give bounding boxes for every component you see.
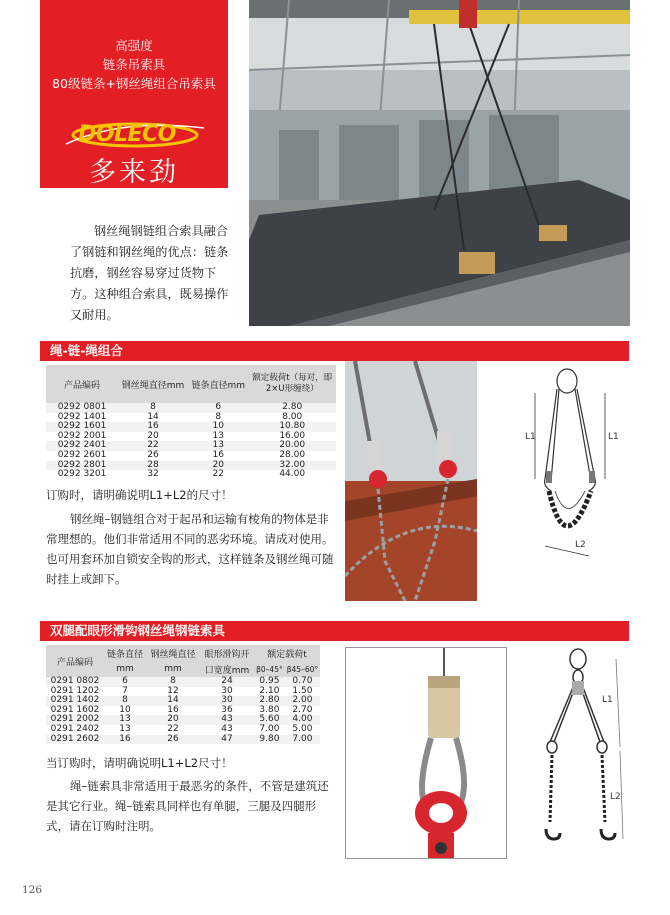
table-cell: 0292 3201 [46,470,118,480]
table-cell: 32.00 [248,461,336,471]
table-cell: 20 [188,461,248,471]
table-cell: 7.00 [254,725,285,735]
warehouse-photo [249,0,630,326]
table-cell: 20 [146,715,200,725]
diagram2-label-l1: L1 [602,695,613,705]
diagram1-label-l2: L2 [575,540,586,550]
table-cell: 14 [118,413,188,423]
page-number: 126 [22,884,43,896]
header2-unit-chain: mm [104,661,146,677]
table-cell: 8.00 [248,413,336,423]
header2-rated-load: 额定载荷t [254,645,320,661]
table-cell: 0292 1601 [46,422,118,432]
table-cell: 43 [200,725,254,735]
header2-hook-opening: 眼形滑钩开 [200,645,254,661]
table-cell: 16 [188,451,248,461]
table-cell: 2.00 [285,696,320,706]
table-cell: 14 [146,696,200,706]
table-cell: 10 [104,706,146,716]
table-cell: 32 [118,470,188,480]
order-note-1: 订购时，请明确说明L1+L2的尺寸！ [46,488,233,502]
table-cell: 22 [188,470,248,480]
intro-text: 钢丝绳钢链组合索具融合了钢链和钢丝绳的优点：链条抗磨，钢丝容易穿过货物下方。这种组合索具，既易操作又耐用。 [70,224,229,322]
table-row [46,470,336,480]
table-cell: 26 [146,735,200,745]
table-cell: 12 [146,687,200,697]
table-cell: 16 [118,422,188,432]
diagram1-label-l1-left: L1 [525,432,536,442]
table-cell: 0.95 [254,677,285,687]
table-cell: 26 [118,451,188,461]
table-cell: 8 [118,403,188,413]
header2-angle-0-45: β0–45° [254,661,285,677]
spec-table-rope-chain [46,365,336,480]
title-block [40,0,228,188]
diagram1-label-l1-right: L1 [608,432,619,442]
table-cell: 0291 1202 [46,687,104,697]
brand-name: 多来劲 [89,157,179,188]
table-cell: 13 [104,715,146,725]
header-product-code: 产品编码 [46,365,118,403]
section-title-two-leg-sling: 双腿配眼形滑钩钢丝绳钢链索具 [40,621,629,641]
table-cell: 0291 1402 [46,696,104,706]
header2-rope-diameter: 钢丝绳直径 [146,645,200,661]
table-cell: 13 [104,725,146,735]
rope-chain-diagram [505,361,629,563]
table-cell: 43 [200,715,254,725]
header2-unit-rope: mm [146,661,200,677]
table-cell: 16.00 [248,432,336,442]
header2-angle-45-60: β45–60° [285,661,320,677]
table-cell: 16 [104,735,146,745]
order-note-2: 当订购时，请明确说明L1+L2尺寸！ [46,756,233,770]
table-cell: 20 [118,432,188,442]
table-cell: 10 [188,422,248,432]
title-line-2: 链条吊索具 [102,57,166,72]
table-cell: 10.80 [248,422,336,432]
table-cell: 2.10 [254,687,285,697]
table-cell: 5.60 [254,715,285,725]
table-cell: 30 [200,687,254,697]
table-cell: 4.00 [285,715,320,725]
header-rope-diameter: 钢丝绳直径mm [118,365,188,403]
table-cell: 0292 2001 [46,432,118,442]
table-cell: 3.80 [254,706,285,716]
table-cell: 0291 2602 [46,735,104,745]
section-title-rope-chain-rope: 绳-链-绳组合 [40,341,629,361]
table-cell: 47 [200,735,254,745]
table-cell: 30 [200,696,254,706]
table-row [46,735,320,745]
table-cell: 36 [200,706,254,716]
header2-unit-hook: 口宽度mm [200,661,254,677]
table-cell: 0292 2601 [46,451,118,461]
table-cell: 16 [146,706,200,716]
table-cell: 2.80 [248,403,336,413]
table-cell: 0292 2401 [46,441,118,451]
table-cell: 9.80 [254,735,285,745]
table-cell: 20.00 [248,441,336,451]
table-cell: 2.70 [285,706,320,716]
table-cell: 8 [104,696,146,706]
hook-photo [345,647,507,859]
table-cell: 28.00 [248,451,336,461]
table-cell: 24 [200,677,254,687]
section1-paragraph: 钢丝绳–钢链组合对于起吊和运输有棱角的物体是非常理想的。他们非常适用不同的恶劣环境。请成对使用。也可用套环加自锁安全钩的形式，这样链条及钢丝绳可随时挂上或卸下。 [46,512,334,586]
table-cell: 8 [188,413,248,423]
table-cell: 8 [146,677,200,687]
table-cell: 6 [188,403,248,413]
table-cell: 7.00 [285,735,320,745]
section2-paragraph: 绳–链索具非常适用于最恶劣的条件，不管是建筑还是其它行业。绳–链索具同样也有单腿，三腿及四腿形式，请在订购时注明。 [46,779,329,833]
title-line-1: 高强度 [115,38,153,53]
table-cell: 44.00 [248,470,336,480]
table-cell: 0.70 [285,677,320,687]
rope-chain-photo [345,361,477,601]
header2-product-code: 产品编码 [46,645,104,677]
table-cell: 6 [104,677,146,687]
table-cell: 7 [104,687,146,697]
table-cell: 0291 0802 [46,677,104,687]
table-cell: 22 [118,441,188,451]
table-cell: 1.50 [285,687,320,697]
table-cell: 0291 1602 [46,706,104,716]
table-cell: 0292 2801 [46,461,118,471]
table-cell: 13 [188,441,248,451]
diagram2-label-l2: L2 [610,792,621,802]
table-cell: 22 [146,725,200,735]
doleco-logo [62,120,208,150]
two-leg-diagram [530,647,630,857]
header-rated-load: 额定载荷t（每对，即2×U形缠绕） [248,365,336,403]
logo-text: DOLECO [78,122,176,147]
table-cell: 0291 2402 [46,725,104,735]
table-cell: 0292 0801 [46,403,118,413]
table-cell: 28 [118,461,188,471]
title-line-3: 80级链条+钢丝绳组合吊索具 [52,76,216,91]
table-cell: 0292 1401 [46,413,118,423]
header-chain-diameter: 链条直径mm [188,365,248,403]
spec-table-two-leg [46,645,320,744]
table-cell: 2.80 [254,696,285,706]
table-cell: 5.00 [285,725,320,735]
table-cell: 0291 2002 [46,715,104,725]
header2-chain-diameter: 链条直径 [104,645,146,661]
table-cell: 13 [188,432,248,442]
